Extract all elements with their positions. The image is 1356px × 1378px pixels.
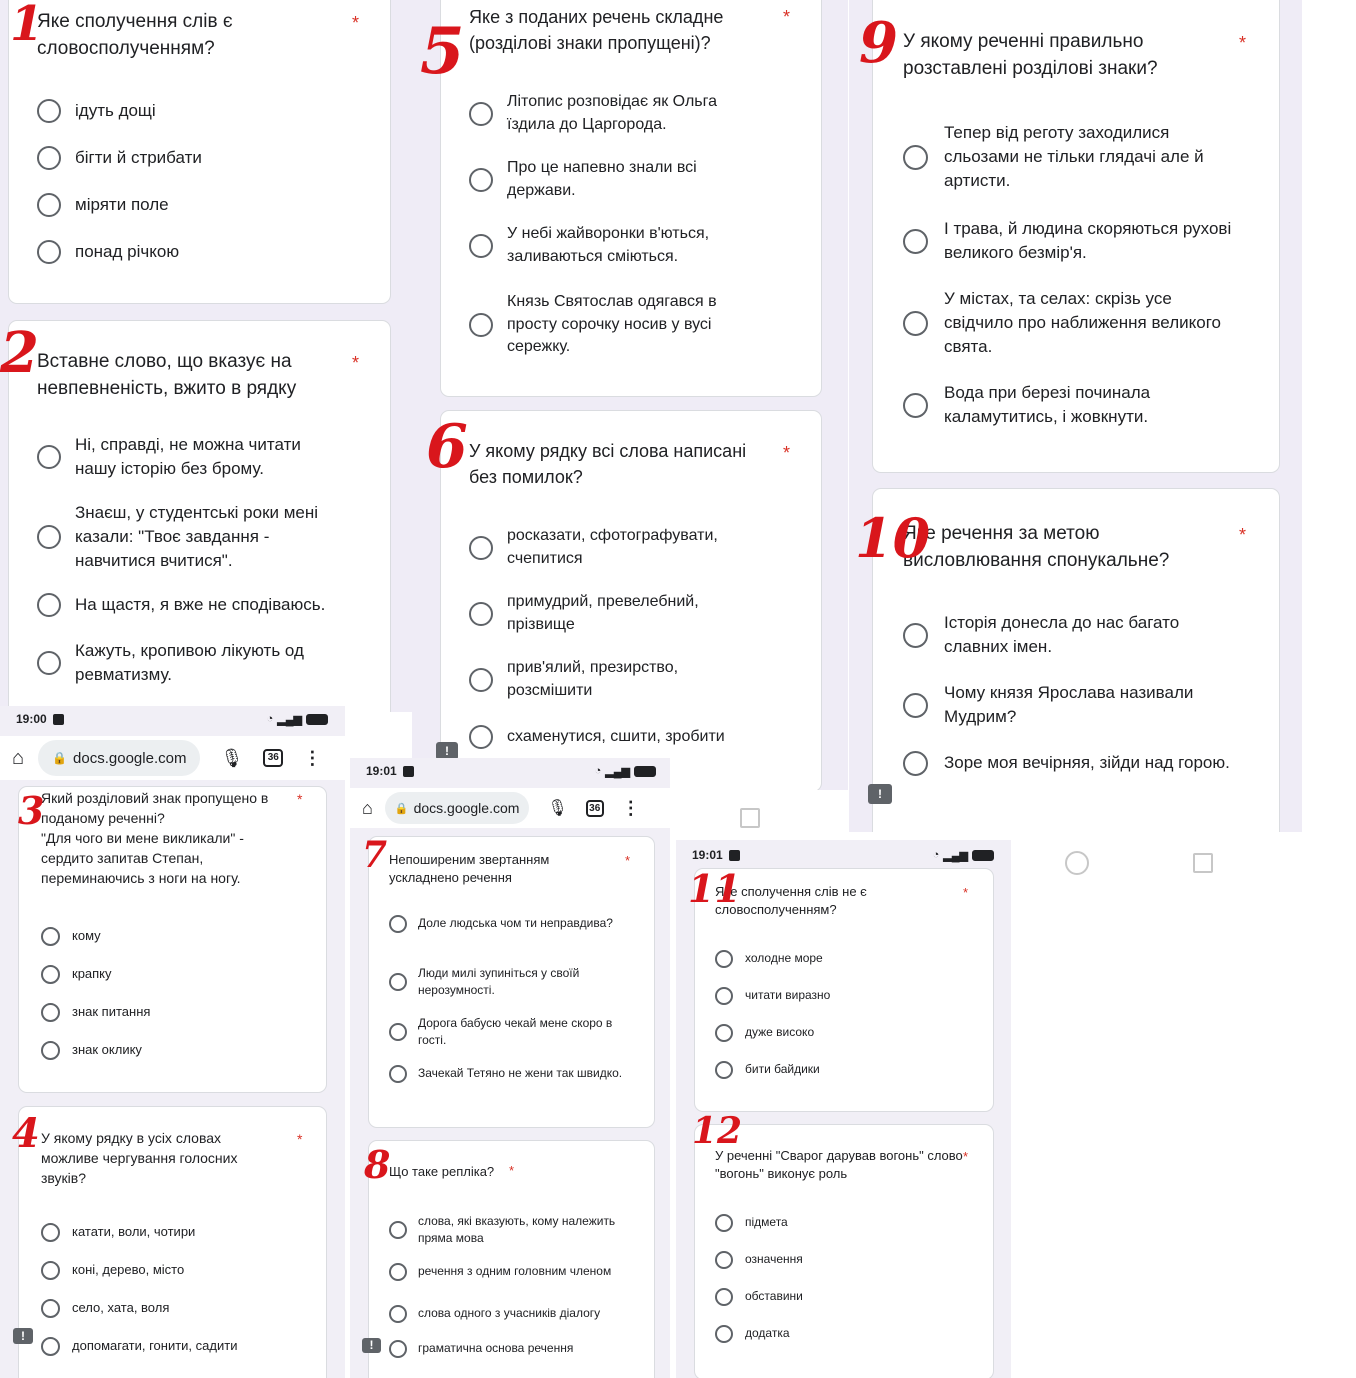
question-card-1 [8, 0, 391, 304]
radio-option[interactable] [389, 1340, 573, 1358]
home-icon[interactable]: ⌂ [12, 746, 25, 769]
radio-option[interactable] [903, 217, 1244, 265]
radio-option[interactable] [389, 1065, 633, 1083]
address-bar[interactable] [385, 792, 530, 824]
radio-button[interactable] [903, 393, 928, 418]
radio-button[interactable] [903, 751, 928, 776]
radio-option[interactable] [41, 1223, 195, 1242]
option-label: У містах, та селах: скрізь усе свідчило про наближення великого свята. [944, 289, 1221, 357]
option-label: слова одного з учасників діалогу [418, 1306, 601, 1321]
url-text: docs.google.com [73, 749, 187, 767]
radio-button[interactable] [389, 915, 407, 933]
radio-button[interactable] [469, 668, 493, 692]
question-title: У якому рядку в усіх словах можливе чергування голосних звуків? [41, 1130, 238, 1186]
required-asterisk: * [963, 885, 969, 900]
status-bar [366, 764, 656, 778]
handwritten-question-number: 7 [362, 834, 388, 876]
radio-option[interactable] [41, 927, 101, 946]
screenshot-block-4 [0, 706, 345, 1378]
option-label: знак питання [72, 1004, 151, 1020]
radio-button[interactable] [903, 311, 928, 336]
radio-button[interactable] [37, 240, 61, 264]
feedback-icon[interactable]: ! [13, 1328, 33, 1344]
handwritten-question-number: 5 [420, 14, 465, 89]
option-label: ідуть дощі [75, 101, 156, 120]
screenshot-block-3 [849, 0, 1302, 832]
option-label: Кажуть, кропивою лікують од ревматизму. [75, 641, 304, 685]
option-label: допомагати, гонити, садити [72, 1338, 238, 1354]
radio-option[interactable] [715, 1214, 788, 1232]
radio-button[interactable] [715, 1024, 733, 1042]
question-card-12 [694, 1124, 994, 1378]
radio-button[interactable] [37, 445, 61, 469]
required-asterisk: * [783, 7, 791, 27]
option-label: Доле людська чом ти неправдива? [418, 916, 613, 931]
handwritten-question-number: 8 [364, 1142, 391, 1187]
tab-switcher-button[interactable]: 36 [263, 749, 283, 767]
radio-button[interactable] [41, 1003, 60, 1022]
option-label: речення з одним головним членом [418, 1264, 612, 1279]
required-asterisk: * [297, 1131, 303, 1147]
screenshot-block-1 [0, 0, 412, 712]
required-asterisk: * [1239, 33, 1247, 53]
wifi-icon: ◔ [932, 849, 940, 861]
radio-option[interactable] [715, 1325, 790, 1343]
radio-option[interactable] [469, 223, 757, 268]
option-label: катати, воли, чотири [72, 1224, 196, 1240]
radio-button[interactable] [903, 693, 928, 718]
battery-icon [634, 766, 656, 777]
required-asterisk: * [625, 853, 631, 868]
radio-button[interactable] [41, 1223, 60, 1242]
required-asterisk: * [783, 443, 791, 463]
question-card-6 [440, 410, 822, 790]
lock-icon: 🔒 [52, 751, 68, 765]
more-options-icon[interactable]: ⋮ [303, 748, 322, 768]
recents-button[interactable] [740, 808, 760, 828]
option-label: прив'ялий, презирство, розсмішити [507, 659, 679, 699]
radio-option[interactable] [41, 1261, 184, 1280]
radio-option[interactable] [469, 291, 757, 359]
option-label: Літопис розповідає як Ольга їздила до Царгорода. [507, 93, 717, 133]
radio-button[interactable] [389, 1023, 407, 1041]
radio-button[interactable] [715, 1325, 733, 1343]
question-card-5 [440, 0, 822, 397]
radio-button[interactable] [389, 1065, 407, 1083]
option-label: дуже високо [745, 1025, 815, 1040]
radio-option[interactable] [715, 1251, 803, 1269]
feedback-icon[interactable]: ! [868, 784, 892, 804]
question-title: Яке речення за метою висловлювання спонукальне? [903, 523, 1170, 571]
option-label: означення [745, 1252, 803, 1267]
feedback-icon[interactable]: ! [362, 1338, 381, 1353]
option-label: росказати, сфотографувати, счепитися [507, 527, 718, 567]
handwritten-question-number: 3 [18, 788, 45, 833]
option-label: Про це напевно знали всі держави. [507, 159, 697, 199]
wifi-icon: ◔ [266, 713, 274, 725]
more-options-icon[interactable]: ⋮ [621, 798, 640, 818]
option-label: кому [72, 928, 101, 944]
tab-switcher-button[interactable]: 36 [586, 800, 604, 817]
status-time: 19:01 [366, 764, 397, 778]
option-label: Історія донесла до нас багато славних імен. [944, 613, 1180, 657]
radio-option[interactable] [469, 657, 757, 702]
handwritten-question-number: 10 [855, 506, 931, 570]
status-time: 19:00 [16, 712, 47, 726]
required-asterisk: * [963, 1149, 969, 1164]
question-card-7 [368, 836, 655, 1128]
question-card-10 [872, 488, 1280, 832]
radio-button[interactable] [389, 1305, 407, 1323]
option-label: примудрий, превелебний, прізвище [507, 593, 699, 633]
option-label: І трава, й людина скоряються рухові великого безмір'я. [944, 219, 1232, 263]
radio-button[interactable] [41, 1337, 60, 1356]
radio-option[interactable] [41, 965, 112, 984]
microphone-icon[interactable]: 🎙 [547, 800, 568, 817]
radio-button[interactable] [903, 229, 928, 254]
radio-option[interactable] [389, 1213, 623, 1247]
signal-icon: ▂▄▆ [277, 713, 302, 726]
radio-option[interactable] [903, 751, 1234, 776]
radio-option[interactable] [715, 950, 823, 968]
address-bar[interactable] [38, 740, 200, 776]
radio-button[interactable] [469, 602, 493, 626]
radio-option[interactable] [469, 91, 757, 136]
radio-button[interactable] [389, 1221, 407, 1239]
option-label: Тепер від реготу заходилися сльозами не тільки глядачі але й артисти. [944, 123, 1204, 191]
question-title: Непоширеним звертанням ускладнено речення [389, 852, 550, 886]
signal-icon: ▂▄▆ [605, 765, 630, 778]
radio-option[interactable] [389, 1015, 633, 1049]
handwritten-question-number: 9 [859, 10, 898, 76]
radio-option[interactable] [903, 287, 1244, 359]
radio-button[interactable] [37, 193, 61, 217]
radio-option[interactable] [37, 639, 335, 687]
option-label: підмета [745, 1215, 788, 1230]
option-label: слова, які вказують, кому належить пряма мова [418, 1214, 616, 1246]
radio-button[interactable] [715, 1061, 733, 1079]
url-text: docs.google.com [413, 800, 520, 816]
option-label: додатка [745, 1326, 790, 1341]
radio-option[interactable] [903, 121, 1244, 193]
radio-button[interactable] [469, 725, 493, 749]
handwritten-question-number: 12 [692, 1110, 743, 1152]
home-icon[interactable]: ⌂ [362, 797, 373, 818]
radio-option[interactable] [41, 1299, 169, 1318]
browser-toolbar [0, 736, 345, 780]
option-label: міряти поле [75, 195, 169, 214]
option-label: обставини [745, 1289, 803, 1304]
option-label: Ні, справді, не можна читати нашу історію без брому. [75, 435, 301, 479]
radio-option[interactable] [37, 99, 156, 123]
question-card-2 [8, 320, 391, 712]
screenshot-block-6 [676, 840, 1011, 1378]
radio-button[interactable] [715, 1214, 733, 1232]
required-asterisk: * [1239, 525, 1247, 545]
telegram-notification-icon [403, 766, 414, 777]
radio-button[interactable] [41, 1041, 60, 1060]
status-bar [16, 712, 328, 726]
radio-option[interactable] [715, 987, 830, 1005]
radio-option[interactable] [715, 1061, 820, 1079]
question-title: У реченні "Сварог дарував вогонь" слово "вогонь" виконує роль [715, 1148, 963, 1182]
option-label: Зачекай Тетяно не жени так швидко. [418, 1066, 623, 1081]
radio-option[interactable] [41, 1041, 142, 1060]
radio-option[interactable] [37, 240, 179, 264]
screenshot-block-2 [412, 0, 848, 790]
handwritten-question-number: 4 [12, 1110, 40, 1157]
option-label: Вода при березі починала каламутитись, і жовкнути. [944, 383, 1151, 427]
question-title: Що таке репліка? [389, 1164, 495, 1179]
handwritten-question-number: 1 [10, 0, 44, 52]
radio-button[interactable] [469, 168, 493, 192]
radio-option[interactable] [389, 1305, 600, 1323]
option-label: На щастя, я вже не сподіваюсь. [75, 595, 326, 614]
signal-icon: ▂▄▆ [943, 849, 968, 862]
question-card-11 [694, 868, 994, 1112]
radio-button[interactable] [41, 965, 60, 984]
radio-option[interactable] [715, 1288, 803, 1306]
question-title: У якому рядку всі слова написані без помилок? [469, 441, 747, 487]
radio-button[interactable] [903, 623, 928, 648]
radio-option[interactable] [37, 593, 325, 617]
radio-option[interactable] [37, 501, 335, 573]
screenshot-block-5 [350, 758, 670, 1378]
handwritten-question-number: 6 [426, 412, 468, 482]
radio-button[interactable] [37, 651, 61, 675]
radio-option[interactable] [903, 381, 1244, 429]
radio-button[interactable] [37, 99, 61, 123]
telegram-notification-icon [53, 714, 64, 725]
microphone-icon[interactable]: 🎙 [220, 747, 244, 768]
radio-option[interactable] [37, 193, 169, 217]
required-asterisk: * [297, 791, 303, 807]
radio-option[interactable] [469, 725, 725, 749]
radio-button[interactable] [469, 536, 493, 560]
radio-button[interactable] [715, 987, 733, 1005]
radio-option[interactable] [715, 1024, 814, 1042]
radio-button[interactable] [41, 1261, 60, 1280]
radio-button[interactable] [715, 1288, 733, 1306]
question-title: Яке сполучення слів є словосполученням? [37, 11, 233, 59]
radio-button[interactable] [389, 973, 407, 991]
radio-button[interactable] [469, 234, 493, 258]
radio-button[interactable] [715, 1251, 733, 1269]
radio-option[interactable] [469, 591, 757, 636]
handwritten-question-number: 11 [688, 866, 741, 911]
radio-option[interactable] [389, 965, 633, 999]
option-label: Дорога бабусю чекай мене скоро в гості. [418, 1016, 613, 1048]
question-card-4 [18, 1106, 327, 1378]
radio-option[interactable] [469, 157, 757, 202]
option-label: крапку [72, 966, 112, 982]
feedback-icon[interactable]: ! [436, 742, 458, 760]
question-title: Вставне слово, що вказує на невпевненість, вжито в рядку [37, 351, 297, 399]
radio-button[interactable] [903, 145, 928, 170]
option-label: коні, дерево, місто [72, 1262, 185, 1278]
radio-button[interactable] [37, 146, 61, 170]
question-title: Який розділовий знак пропущено в поданому реченні? "Для чого ви мене викликали" - сердито запитав Степан, переминаючись з ноги на ногу. [41, 790, 269, 886]
telegram-notification-icon [729, 850, 740, 861]
browser-toolbar [350, 788, 670, 828]
wifi-icon: ◔ [594, 765, 602, 777]
radio-button[interactable] [389, 1340, 407, 1358]
status-time: 19:01 [692, 848, 723, 862]
option-label: холодне море [745, 951, 823, 966]
radio-option[interactable] [41, 1337, 237, 1356]
option-label: схаменутися, сшити, зробити [507, 727, 725, 745]
radio-button[interactable] [469, 313, 493, 337]
option-label: бити байдики [745, 1062, 820, 1077]
required-asterisk: * [509, 1163, 515, 1178]
radio-button[interactable] [715, 950, 733, 968]
required-asterisk: * [352, 13, 360, 33]
option-label: граматична основа речення [418, 1341, 574, 1356]
question-card-9 [872, 0, 1280, 473]
option-label: бігти й стрибати [75, 148, 202, 167]
battery-icon [972, 850, 994, 861]
radio-button[interactable] [41, 927, 60, 946]
question-title: Яке з поданих речень складне (розділові знаки пропущені)? [469, 7, 724, 53]
radio-option[interactable] [469, 525, 757, 570]
radio-option[interactable] [41, 1003, 150, 1022]
question-title: Яке сполучення слів не є словосполученням? [715, 884, 867, 918]
radio-button[interactable] [469, 102, 493, 126]
radio-button[interactable] [37, 593, 61, 617]
radio-button[interactable] [41, 1299, 60, 1318]
option-label: Князь Святослав одягався в просту сорочку носив у вусі сережку. [507, 293, 717, 356]
option-label: читати виразно [745, 988, 831, 1003]
option-label: Чому князя Ярослава називали Мудрим? [944, 683, 1194, 727]
option-label: село, хата, воля [72, 1300, 170, 1316]
battery-icon [306, 714, 328, 725]
status-bar [692, 848, 994, 862]
radio-option[interactable] [37, 146, 202, 170]
radio-option[interactable] [903, 611, 1234, 659]
required-asterisk: * [352, 353, 360, 373]
option-label: Зоре моя вечірняя, зійди над горою. [944, 753, 1230, 773]
recents-button[interactable] [1193, 853, 1213, 873]
radio-button[interactable] [37, 525, 61, 549]
question-title: У якому реченні правильно розставлені розділові знаки? [903, 31, 1158, 79]
option-label: Знаєш, у студентські роки мені казали: "Твоє завдання - навчитися вчитися". [75, 503, 319, 571]
radio-option[interactable] [903, 681, 1234, 729]
option-label: понад річкою [75, 242, 180, 261]
home-nav-button[interactable] [1065, 851, 1089, 875]
question-card-3 [18, 786, 327, 1093]
option-label: У небі жайворонки в'ються, заливаються сміються. [507, 225, 710, 265]
option-label: знак оклику [72, 1042, 142, 1058]
lock-icon: 🔒 [394, 802, 409, 815]
radio-option[interactable] [389, 915, 633, 933]
radio-button[interactable] [389, 1263, 407, 1281]
radio-option[interactable] [389, 1263, 623, 1281]
handwritten-question-number: 2 [0, 320, 39, 386]
option-label: Люди милі зупиніться у своїй нерозумності. [418, 966, 580, 998]
question-card-8 [368, 1140, 655, 1378]
radio-option[interactable] [37, 433, 335, 481]
